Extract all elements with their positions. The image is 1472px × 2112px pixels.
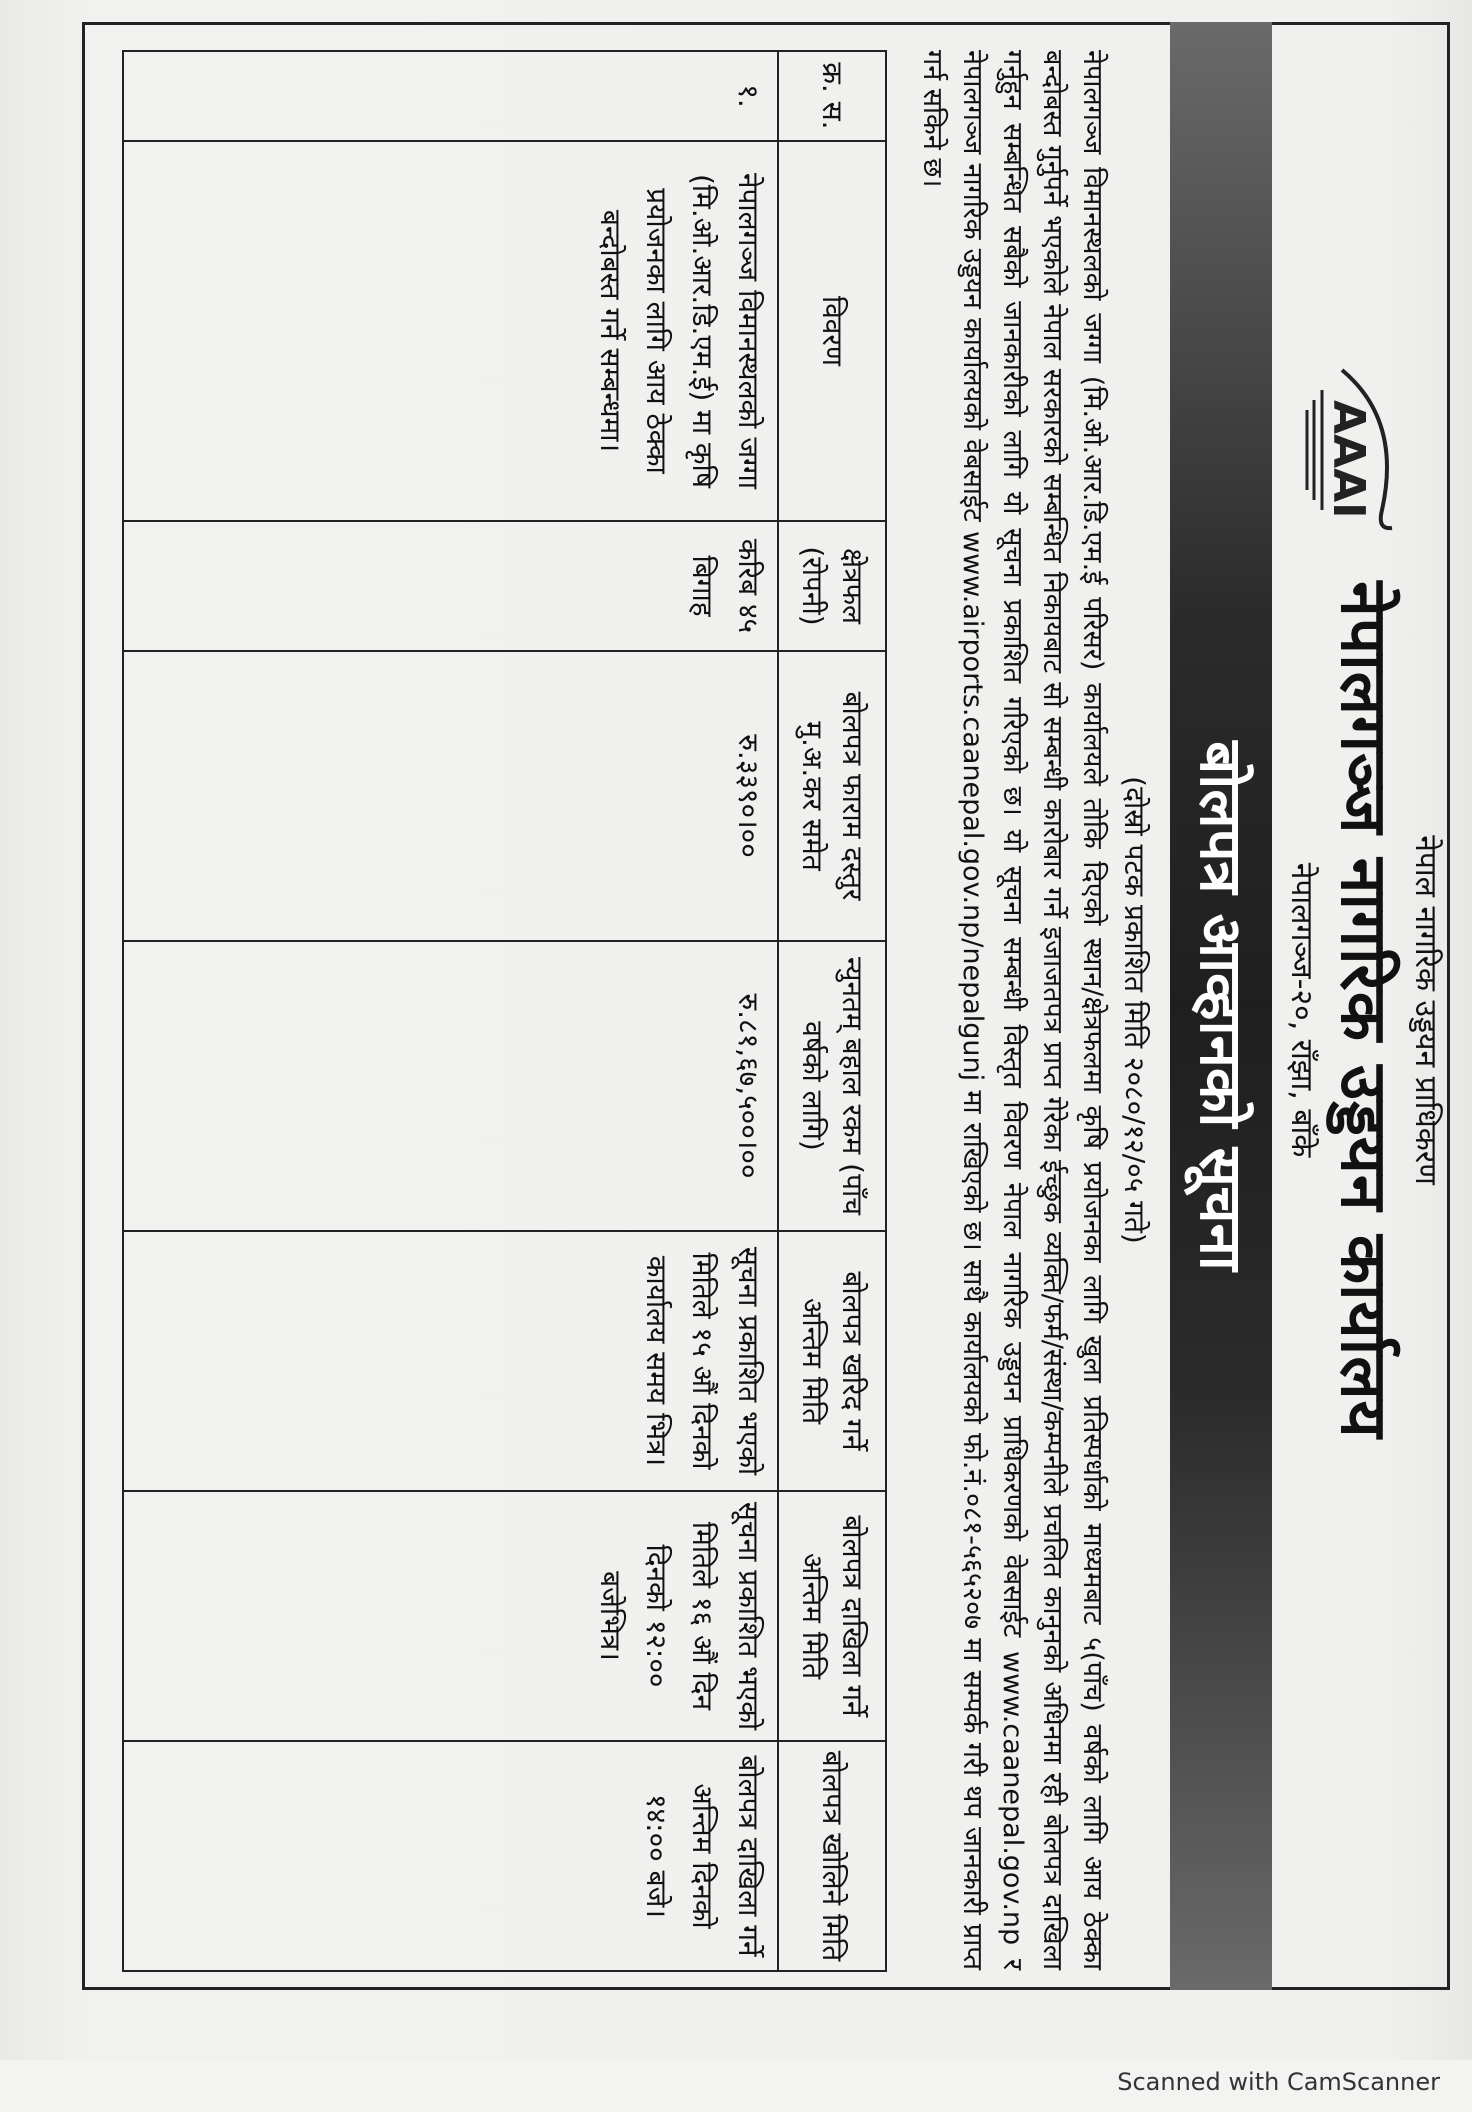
organization-name: नेपाल नागरिक उड्डयन प्राधिकरण [1408, 835, 1443, 1185]
notice-banner: बोलपत्र आव्हानको सूचना [1170, 22, 1272, 1990]
office-address: नेपालगञ्ज-२०, राँझा, बाँके [1284, 862, 1319, 1158]
office-title: नेपालगञ्ज नागरिक उड्डयन कार्यालय [1326, 581, 1400, 1439]
header-area: क्षेत्रफल (रोपनी) [778, 521, 886, 651]
cell-submission-deadline: सूचना प्रकाशित भएको मितिले १६ औं दिन दिनको १२:०० बजेभित्र। [123, 1491, 778, 1741]
table-header-row [778, 51, 886, 1971]
header-purchase-deadline: बोलपत्र खरिद गर्ने अन्तिम मिति [778, 1231, 886, 1491]
header-submission-deadline: बोलपत्र दाखिला गर्ने अन्तिम मिति [778, 1491, 886, 1741]
cell-opening-date: बोलपत्र दाखिला गर्ने अन्तिम दिनको १४:०० बजे। [123, 1741, 778, 1971]
cell-min-rent: रु.८१,६७,५००।०० [123, 941, 778, 1231]
cell-sn: १. [123, 51, 778, 141]
cell-purchase-deadline: सूचना प्रकाशित भएको मितिले १५ औं दिनको कार्यालय समय भित्र। [123, 1231, 778, 1491]
header-description: विवरण [778, 141, 886, 521]
table-row [123, 51, 778, 1971]
cell-area: करिब ४५ बिगाह [123, 521, 778, 651]
cell-form-fee: रु.३३९०।०० [123, 651, 778, 941]
header-opening-date: बोलपत्र खोलिने मिति [778, 1741, 886, 1971]
tender-table [122, 50, 887, 1972]
notice-paragraph: नेपालगञ्ज विमानस्थलको जग्गा (मि.ओ.आर.डि.एम.ई परिसर) कार्यालयले तोकि दिएको स्थान/क्षेत्रफलमा कृषि प्रयोजनका लागि खुला प्रतिस्पर्धाको माध्यमबाट ५(पाँच) वर्षको लागि आय ठेक्का बन्दोबस्त गुर्नुपर्ने भएकोले नेपाल सरकारको सम्बन्धित निकायबाट सो सम्बन्धी कारोबार गर्ने इजाजतपत्र प्राप्त गेरेका ईच्छुक व्यक्ति/फर्म/संस्था/कम्पनीले प्रचलित कानुनको अधिनमा रही बोलपत्र दाखिला गर्नुहुन सम्बन्धित सबैको जानकारीको लागि यो सूचना प्रकाशित गरिएको छ। यो सूचना सम्बन्धी विस्तृत विवरण नेपाल नागरिक उड्डयन प्राधिकरणको वेबसाईट www.caanepal.gov.np र नेपालगञ्ज नागरिक उड्डयन कार्यालयको वेबसाईट www.airports.caanepal.gov.np/nepalgunj मा राखिएको छ। साथै कार्यालयको फो.नं.०८१-५६५२०७ मा सम्पर्क गरी थप जानकारी प्राप्त गर्न सकिने छ। [917, 50, 1108, 1970]
publication-date: (दोस्रो पटक प्रकाशित मिति २०८०/१२/०५ गते) [1118, 776, 1151, 1244]
header-sn: क्र. स. [778, 51, 886, 141]
scanner-watermark: Scanned with CamScanner [1117, 2068, 1440, 2096]
cell-description: नेपालगञ्ज विमानस्थलको जग्गा (मि.ओ.आर.डि.एम.ई) मा कृषि प्रयोजनका लागि आय ठेक्का बन्दोबस्त गर्ने सम्बन्धमा। [123, 141, 778, 521]
rotated-notice [62, 10, 1472, 2010]
header-form-fee: बोलपत्र फाराम दस्तुर मु.अ.कर समेत [778, 651, 886, 941]
header-min-rent: न्युनतम् बहाल रकम (पाँच वर्षको लागि) [778, 941, 886, 1231]
logo-text: AAAI [1323, 400, 1374, 519]
